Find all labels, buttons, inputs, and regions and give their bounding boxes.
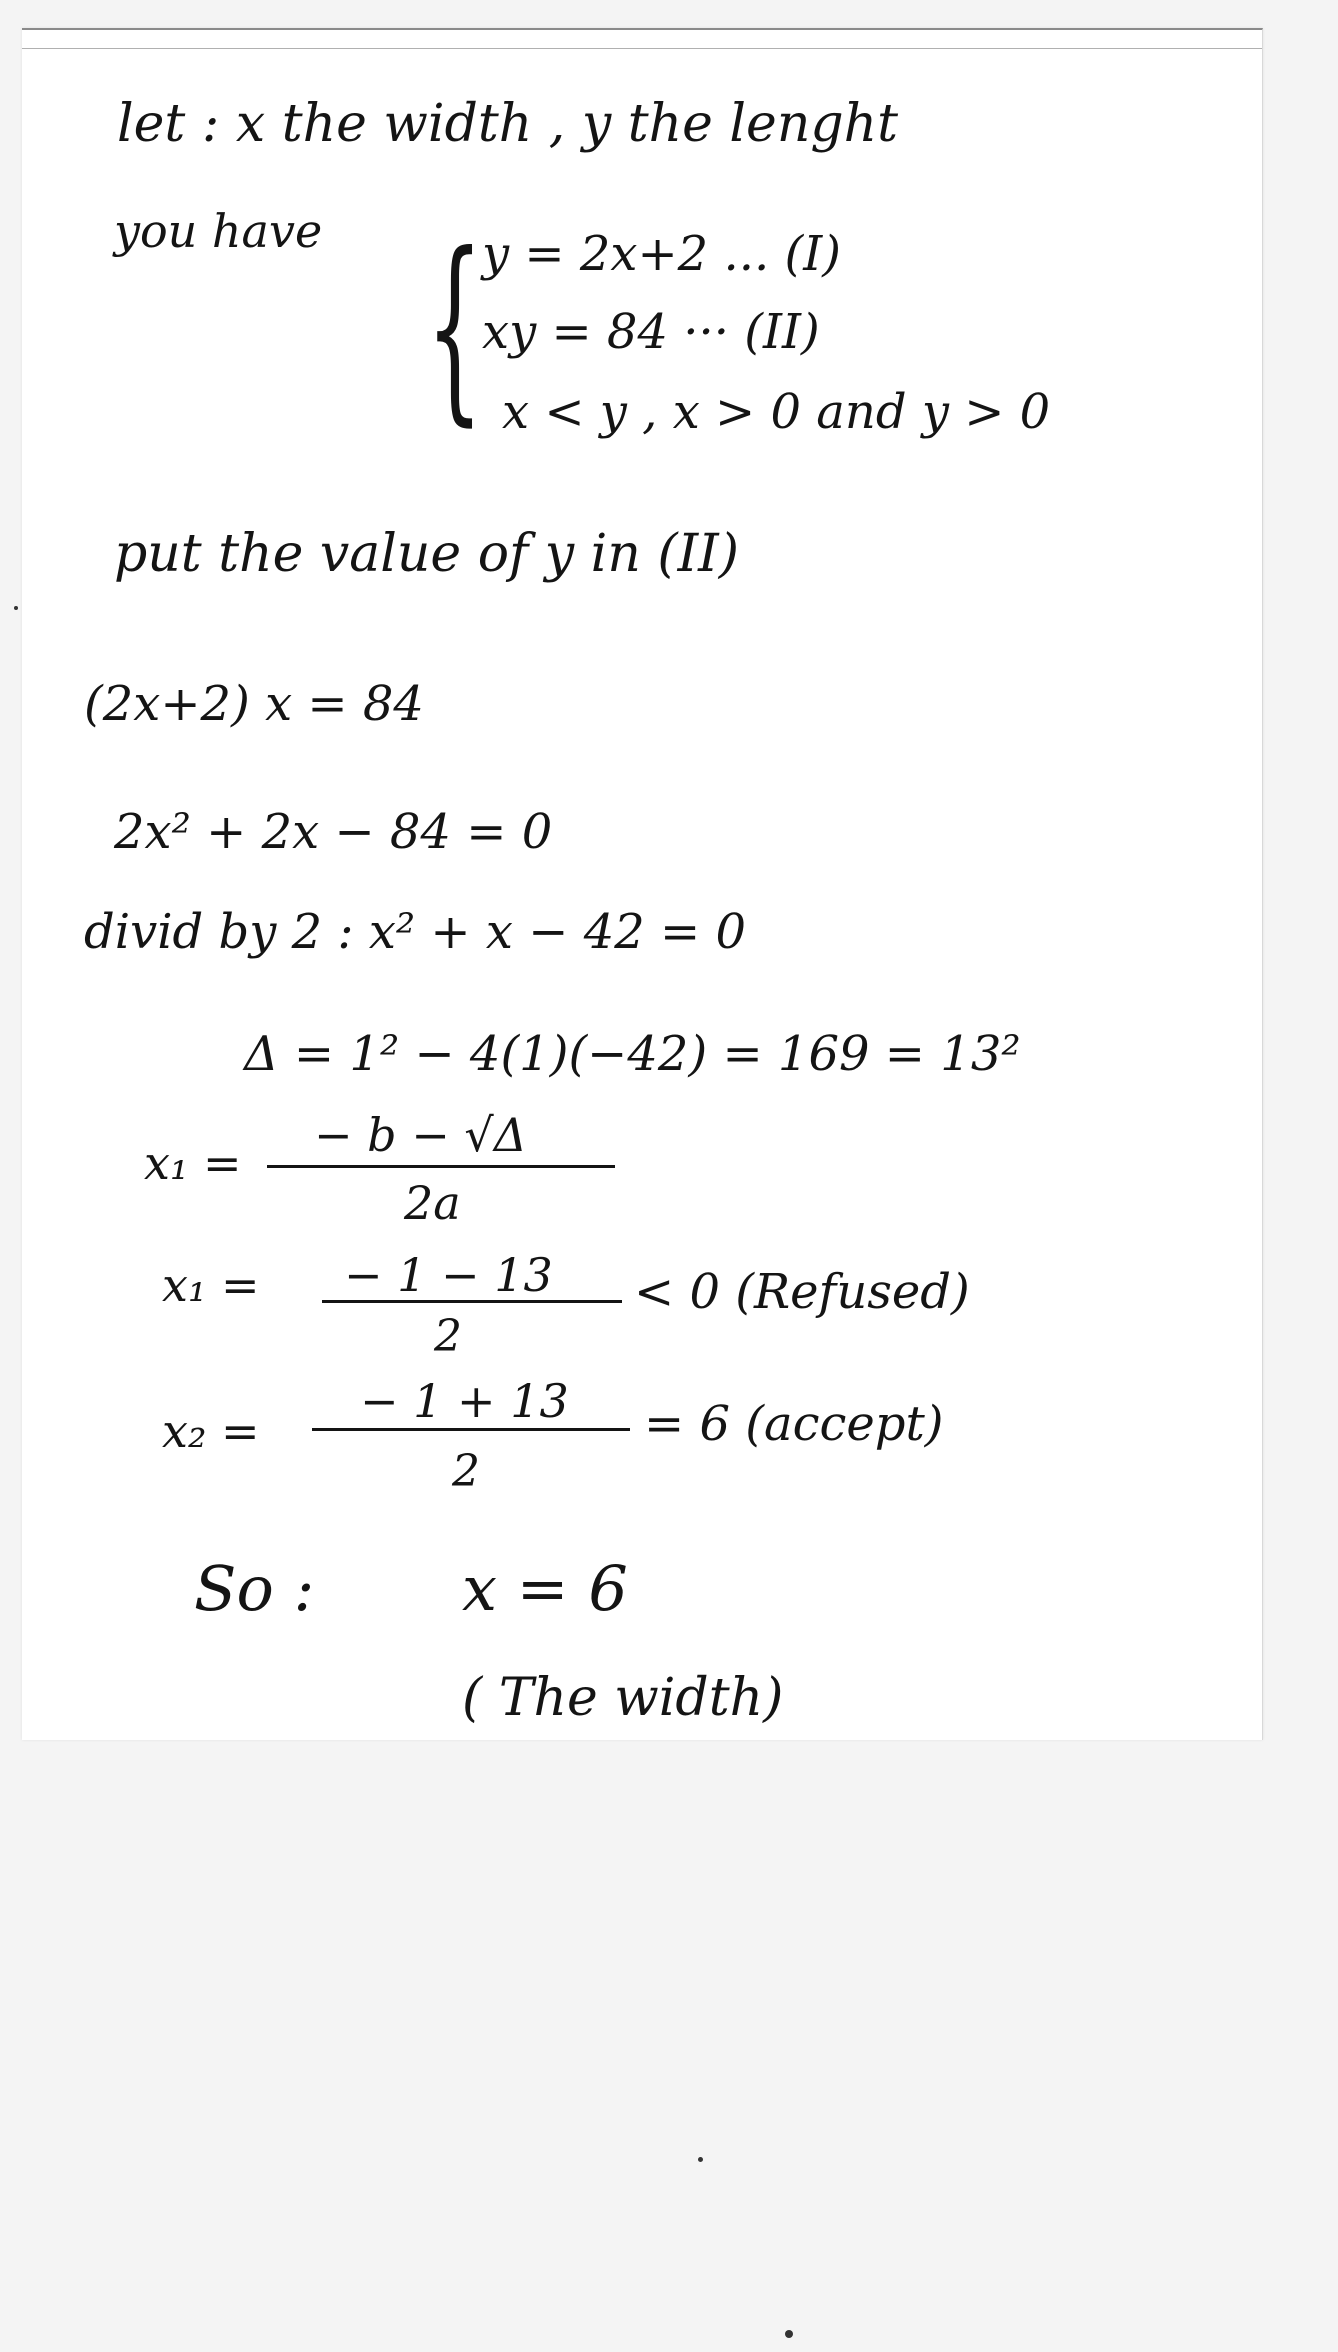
substitution-step: (2x+2) x = 84	[84, 676, 424, 732]
equation-2: xy = 84 ··· (II)	[482, 304, 820, 360]
answer-note: ( The width)	[462, 1668, 784, 1728]
system-brace: {	[426, 211, 484, 444]
discriminant-line: Δ = 1² − 4(1)(−42) = 169 = 13²	[244, 1026, 1021, 1082]
x1-value-numerator: − 1 − 13	[344, 1248, 553, 1302]
so-label: So :	[194, 1552, 315, 1625]
x2-result: = 6 (accept)	[644, 1396, 944, 1452]
you-have-label: you have	[114, 204, 323, 258]
x1-value-fraction-bar	[322, 1300, 622, 1303]
x1-value-lhs: x₁ =	[162, 1258, 260, 1312]
equation-1: y = 2x+2 ... (I)	[482, 226, 841, 282]
x1-value-denominator: 2	[434, 1311, 462, 1362]
final-answer: x = 6	[462, 1552, 628, 1625]
notebook-page	[22, 28, 1263, 1740]
quadratic-step: 2x² + 2x − 84 = 0	[114, 804, 553, 860]
equation-3: x < y , x > 0 and y > 0	[502, 384, 1051, 440]
divide-step: divid by 2 : x² + x − 42 = 0	[84, 904, 747, 960]
x2-value-fraction-bar	[312, 1428, 630, 1431]
put-value-line: put the value of y in (II)	[114, 524, 739, 584]
page-top-rule	[22, 48, 1262, 49]
x1-formula-denominator: 2a	[404, 1176, 461, 1230]
x1-formula-fraction-bar	[267, 1165, 615, 1168]
x2-value-numerator: − 1 + 13	[360, 1374, 569, 1428]
x1-result: < 0 (Refused)	[634, 1264, 970, 1320]
x2-value-lhs: x₂ =	[162, 1404, 260, 1458]
scan-speck	[698, 2157, 703, 2162]
x2-value-denominator: 2	[452, 1446, 480, 1497]
scan-speck	[14, 606, 18, 610]
definition-line: let : x the width , y the lenght	[117, 94, 898, 154]
x1-formula-numerator: − b − √Δ	[314, 1108, 527, 1162]
x1-formula-lhs: x₁ =	[144, 1136, 242, 1190]
scan-speck	[785, 2330, 793, 2338]
